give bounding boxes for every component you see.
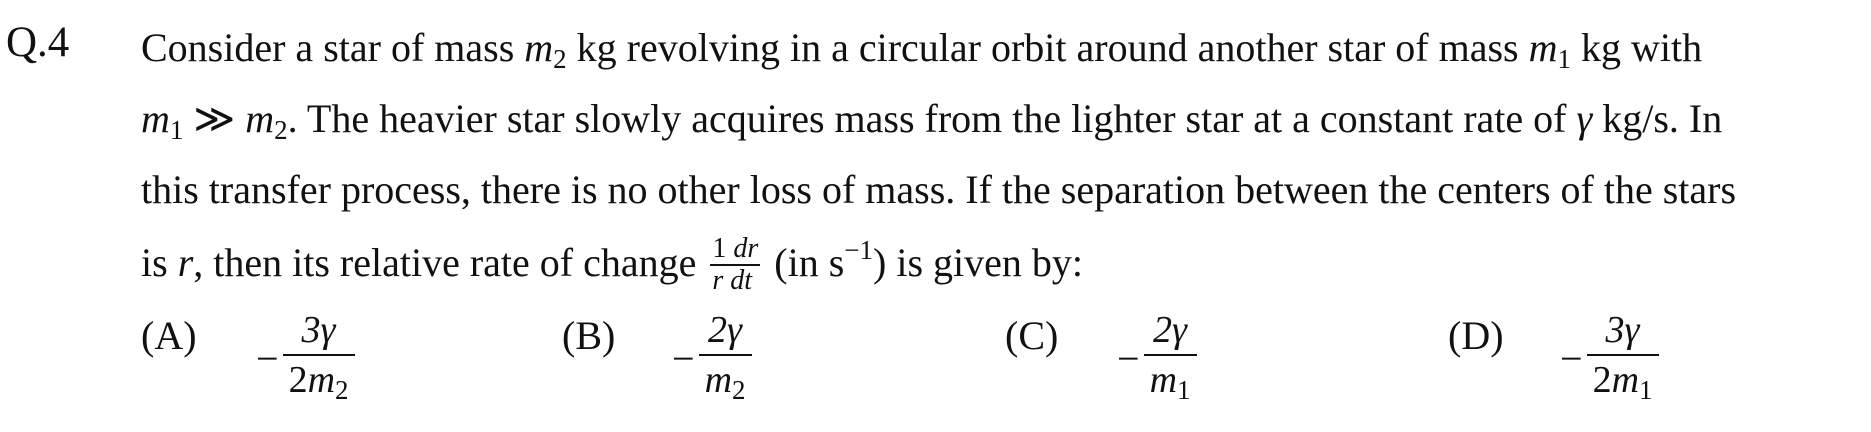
stem-line-2: $m_1$ ≫ $m_2$. The heavier star slowly acquires mass from the lighter star at a constant rate of γ kg/s. In	[141, 96, 1723, 145]
option-label: (A)	[141, 313, 197, 358]
option-label: (C)	[1005, 313, 1059, 358]
option-fraction: $\frac{2\gamma}{m_1}$	[1144, 306, 1197, 414]
stem-line-1: Consider a star of mass $m_2$ kg revolving in a circular orbit around another star of mass $m_1$ kg with	[141, 25, 1703, 74]
option-fraction: $\frac{2\gamma}{m_2}$	[699, 306, 752, 414]
answer-options: (A) − $\frac{3\gamma}{2m_2}$ (B) − $\frac{2\gamma}{m_2}$ (C) − $\frac{2\gamma}{m_1}$ (D) − $\frac{3\gamma}{2m_1}$	[0, 300, 1871, 420]
stem-line-4: is r, then its relative rate of change $\frac{1 dr}{\text{r dt}}$ (in $s^{-1}$) is given by:	[141, 232, 1083, 296]
option-label: (D)	[1448, 313, 1504, 358]
rate-fraction: $\frac{1 dr}{\text{r dt}}$	[712, 232, 759, 296]
question-number: Q.4	[6, 19, 70, 66]
stem-line-3: this transfer process, there is no other loss of mass. If the separation between the centers of the stars	[141, 167, 1737, 212]
option-label: (B)	[562, 313, 616, 358]
question-stem	[141, 18, 1863, 298]
option-fraction: $\frac{3\gamma}{2m_1}$	[1587, 306, 1659, 414]
option-fraction: $\frac{3\gamma}{2m_2}$	[283, 306, 355, 414]
